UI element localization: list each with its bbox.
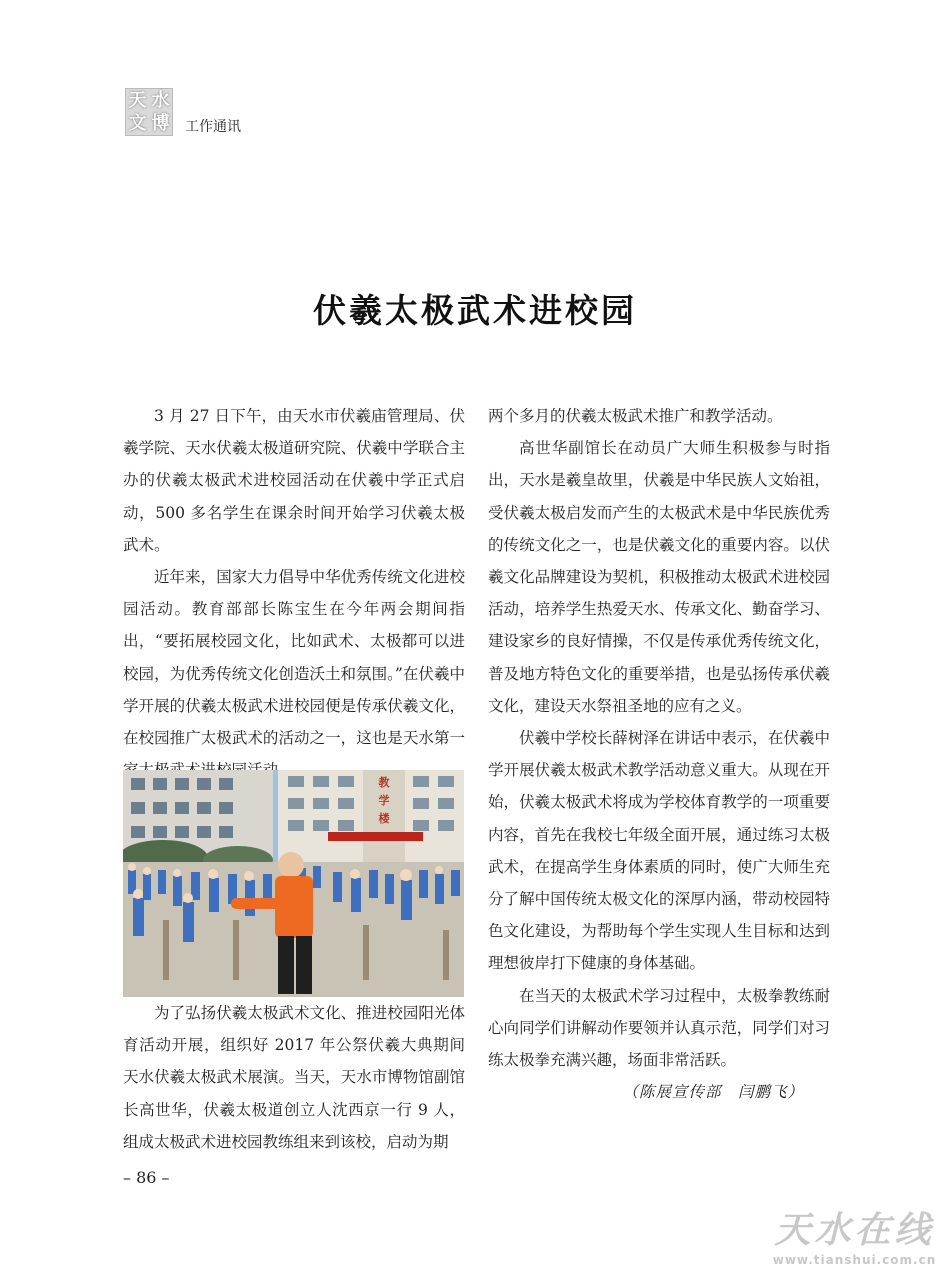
article-title: 伏羲太极武术进校园 [313, 291, 637, 330]
svg-text:学: 学 [378, 794, 390, 807]
paragraph-continuation: 两个多月的伏羲太极武术推广和教学活动。 [488, 407, 783, 425]
paragraph: 近年来，国家大力倡导中华优秀传统文化进校园活动。教育部部长陈宝生在今年两会期间指出，“要拓展校园文化，比如武术、太极都可以进校园，为优秀传统文化创造沃土和氛围。”在伏羲中学开展的伏羲太极武术进校园便是传承伏羲文化，在校园推广太极武术的活动之一，这也是天水第一 [123, 568, 465, 748]
byline: （陈展宣传部 闫鹏飞） [622, 1083, 804, 1102]
paragraph: 3 月 27 日下午，由天水市伏羲庙管理局、伏羲学院、天水伏羲太极道研究院、伏羲中学联合主办的伏羲太极武术进校园活动在伏羲中学正式启动，500 多名学生在课余时间开始学习伏羲太极武术。 [123, 407, 465, 554]
page-number: – 86 – [123, 1168, 170, 1187]
right-column [488, 400, 830, 1108]
watermark-url: www.tianshui.com.cn [772, 1253, 937, 1267]
building-sign [378, 775, 391, 825]
watermark-text: 天水在线 [774, 1210, 935, 1251]
left-column-bottom [123, 997, 465, 1158]
article-photo [123, 770, 464, 997]
section-label: 工作通讯 [185, 119, 241, 135]
svg-text:楼: 楼 [378, 812, 390, 825]
left-column-top [123, 400, 465, 786]
paragraph: 在当天的太极武术学习过程中，太极拳教练耐心向同学们讲解动作要领并认真示范，同学们对习练太极拳充满兴趣，场面非常活跃。 [488, 986, 830, 1070]
svg-text:教: 教 [378, 776, 390, 789]
paragraph: 伏羲中学校长薛树泽在讲话中表示，在伏羲中学开展伏羲太极武术教学活动意义重大。从现在开始，伏羲太极武术将成为学校体育教学的一项重要内容，首先在我校七年级全面开展，通过练习太极武术，在提高学生身体素质的同时，使广大师生充分了解中国传统太极文化的深厚内涵，带动校园特色文化建设，为帮助每个学生实现人生目标和达到理想彼岸打下健康的身体基础。 [488, 729, 830, 973]
journal-logo: 天 水 文 博 [125, 88, 173, 136]
site-watermark [767, 1202, 942, 1267]
paragraph: 高世华副馆长在动员广大师生积极参与时指出，天水是羲皇故里，伏羲是中华民族人文始祖，受伏羲太极启发而产生的太极武术是中华民族优秀的传统文化之一，也是伏羲文化的重要内容。以伏羲文化品牌建设为契机，积极推动太极武术进校园活动，培养学生热爱天水、传承文化、勤奋学习、建设家乡的良好情操，不仅是传承优秀传统文化，普及地方特色文化的重要举措，也是弘扬传承伏羲文化，建设天水祭祖圣地的应有之义。 [488, 439, 830, 715]
paragraph: 为了弘扬伏羲太极武术文化、推进校园阳光体育活动开展，组织好 2017 年公祭伏羲大典期间天水伏羲太极武术展演。当天，天水市博物馆副馆长高世华，伏羲太极道创立人沈西京一行 9 人，组成太极武术进校园教练组来到该校，启动为期 [123, 1004, 465, 1151]
